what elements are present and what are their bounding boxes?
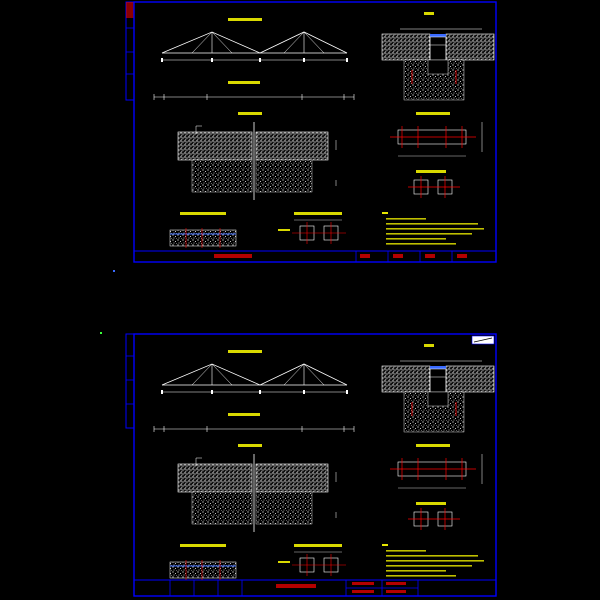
sheet-bottom xyxy=(126,334,496,596)
sheet-top xyxy=(126,2,496,262)
stray-mark xyxy=(100,332,102,334)
stray-mark xyxy=(113,270,115,272)
